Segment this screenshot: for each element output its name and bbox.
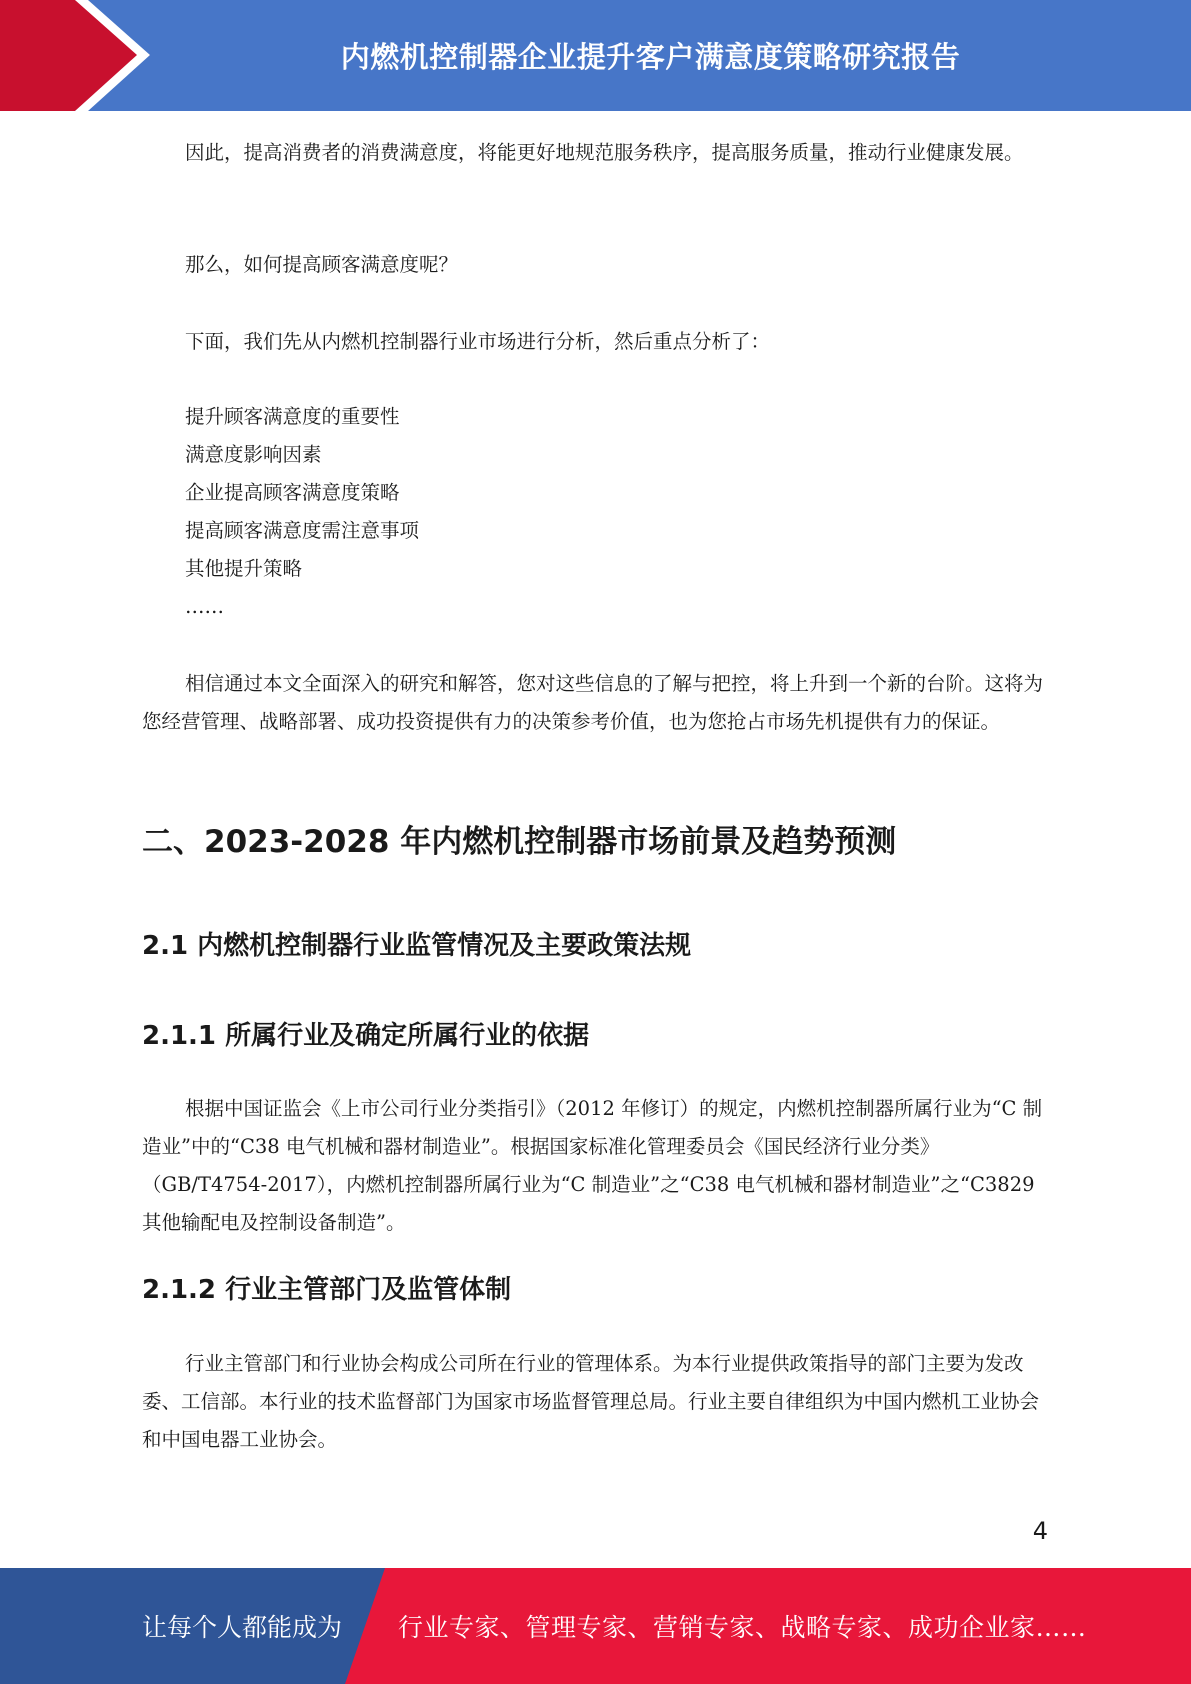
industry-classification-paragraph: 根据中国证监会《上市公司行业分类指引》（2012 年修订）的规定，内燃机控制器所属行业为“C 制造业”中的“C38 电气机械和器材制造业”。根据国家标准化管理委员会《国民经济行业分类》（GB/T4754-2017），内燃机控制器所属行业为“C 制造业”之“C38 电气机械和器材制造业”之“C3829 其他输配电及控制设备制造”。 [142,1097,1043,1234]
intro-paragraph-2: 那么，如何提高顾客满意度呢？ [185,253,459,276]
page-number: 4 [1032,1517,1048,1545]
subsubsection-heading: 2.1.1 所属行业及确定所属行业的依据 [142,1021,590,1051]
subsubsection-heading: 2.1.2 行业主管部门及监管体制 [142,1275,512,1305]
list-item: 提升顾客满意度的重要性 [185,405,400,428]
list-item: …… [185,595,224,618]
list-item: 提高顾客满意度需注意事项 [185,519,420,542]
intro-paragraph-4: 相信通过本文全面深入的研究和解答，您对这些信息的了解与把控，将上升到一个新的台阶。这将为您经营管理、战略部署、成功投资提供有力的决策参考价值，也为您抢占市场先机提供有力的保证。 [142,672,1044,733]
footer-slogan-left: 让每个人都能成为 [142,1613,343,1642]
page-footer [0,1568,1191,1684]
page-header [0,0,1191,111]
section-heading: 二、2023-2028 年内燃机控制器市场前景及趋势预测 [142,824,897,860]
analysis-topic-list [185,398,419,626]
regulatory-paragraph: 行业主管部门和行业协会构成公司所在行业的管理体系。为本行业提供政策指导的部门主要为发改委、工信部。本行业的技术监督部门为国家市场监督管理总局。行业主要自律组织为中国内燃机工业协会和中国电器工业协会。 [142,1352,1040,1451]
list-item: 满意度影响因素 [185,443,322,466]
footer-slogan-right: 行业专家、管理专家、营销专家、战略专家、成功企业家…… [398,1613,1087,1642]
report-title: 内燃机控制器企业提升客户满意度策略研究报告 [340,40,961,74]
list-item: 企业提高顾客满意度策略 [185,481,400,504]
intro-paragraph-1: 因此，提高消费者的消费满意度，将能更好地规范服务秩序，提高服务质量，推动行业健康发展。 [185,141,1024,164]
intro-paragraph-3: 下面，我们先从内燃机控制器行业市场进行分析，然后重点分析了： [185,330,771,353]
subsection-heading: 2.1 内燃机控制器行业监管情况及主要政策法规 [142,931,692,961]
list-item: 其他提升策略 [185,557,303,580]
